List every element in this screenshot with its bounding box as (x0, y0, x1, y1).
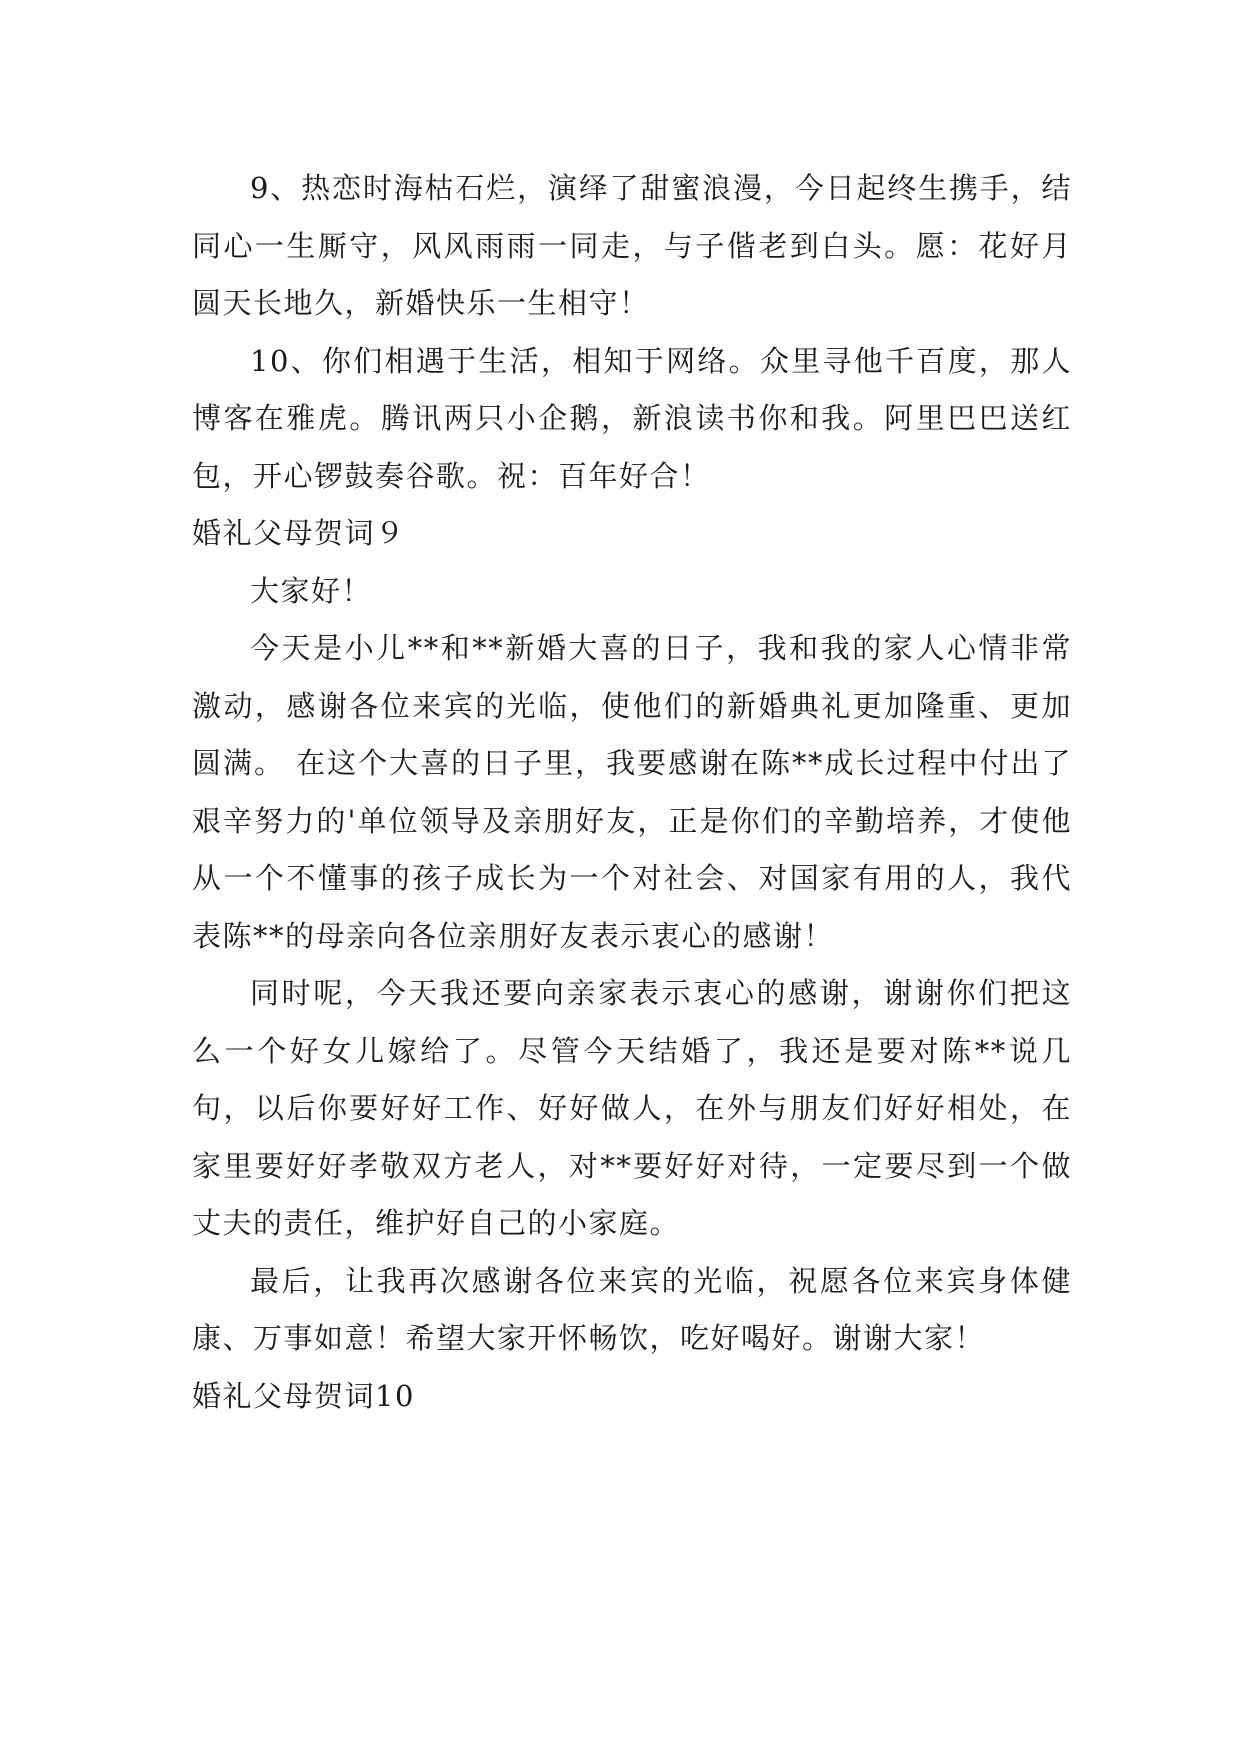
speech-greeting: 大家好！ (250, 573, 373, 608)
paragraph-blessing-10: 10、你们相遇于生活，相知于网络。众里寻他千百度，那人博客在雅虎。腾讯两只小企鹅，新浪读书你和我。阿里巴巴送红包，开心锣鼓奏谷歌。祝：百年好合！ (192, 343, 1072, 493)
speech-paragraph-3: 最后，让我再次感谢各位来宾的光临，祝愿各位来宾身体健康、万事如意！希望大家开怀畅饮，吃好喝好。谢谢大家！ (192, 1263, 1072, 1355)
section-heading-9: 婚礼父母贺词９ (192, 516, 406, 550)
paragraph-blessing-9: 9、热恋时海枯石烂，演绎了甜蜜浪漫，今日起终生携手，结同心一生厮守，风风雨雨一同走，与子偕老到白头。愿：花好月圆天长地久，新婚快乐一生相守！ (192, 171, 1072, 320)
document-body (192, 160, 1072, 1425)
speech-paragraph-1: 今天是小儿**和**新婚大喜的日子，我和我的家人心情非常激动，感谢各位来宾的光临，使他们的新婚典礼更加隆重、更加圆满。 在这个大喜的日子里，我要感谢在陈**成长过程中付出了艰辛努力的'单位领导及亲朋好友，正是你们的辛勤培养，才使他从一个不懂事的孩子成长为一个对社会、对国家有用的人，我代表陈**的母亲向各位亲朋好友表示衷心的感谢！ (192, 631, 1072, 953)
speech-paragraph-2: 同时呢，今天我还要向亲家表示衷心的感谢，谢谢你们把这么一个好女儿嫁给了。尽管今天结婚了，我还是要对陈**说几句，以后你要好好工作、好好做人，在外与朋友们好好相处，在家里要好好孝敬双方老人，对**要好好对待，一定要尽到一个做丈夫的责任，维护好自己的小家庭。 (192, 976, 1072, 1240)
section-heading-10: 婚礼父母贺词10 (192, 1378, 415, 1413)
